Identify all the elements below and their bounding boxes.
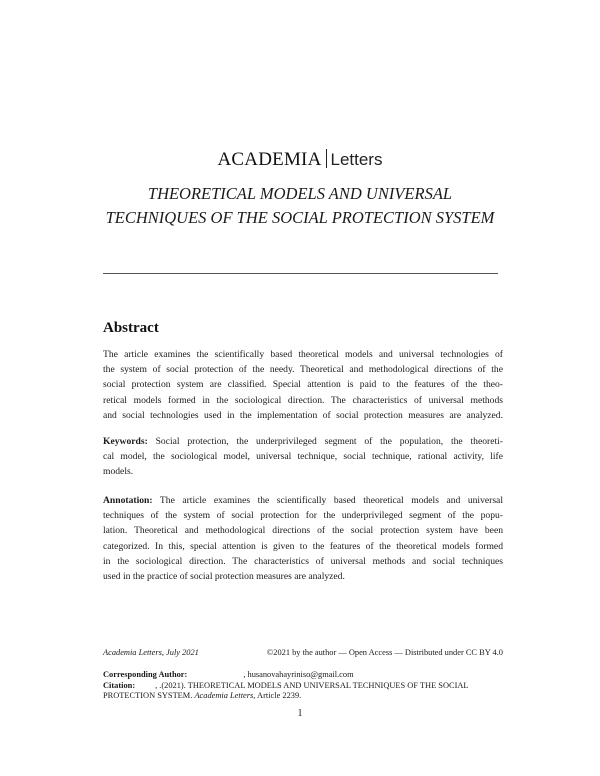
keywords-line: models.	[103, 466, 134, 478]
page-number: 1	[297, 708, 303, 719]
annotation-line: techniques of the system of social protection for the underprivileged segment of the popu-	[103, 510, 503, 522]
title-divider	[103, 273, 498, 274]
abstract-line: and social technologies used in the implementation of social protection measures are analyzed.	[103, 409, 503, 421]
citation-article: Article 2239.	[257, 691, 302, 700]
citation-text: , .(2021). THEORETICAL MODELS AND UNIVERSAL TECHNIQUES OF THE SOCIAL	[155, 680, 469, 690]
annotation-line: lation. Theoretical and methodological directions of the social protection system have been	[103, 525, 503, 537]
citation	[103, 681, 503, 692]
annotation-text: The article examines the scientifically based theoretical models and universal	[159, 495, 503, 506]
footer-journal: Academia Letters, July 2021	[103, 648, 199, 657]
keywords-text: Social protection, the underprivileged segment of the population, the theoreti-	[155, 436, 504, 447]
keywords-line	[103, 434, 503, 449]
brand-name: ACADEMIA	[217, 149, 322, 170]
abstract-line: social protection system are classified. Special attention is paid to the features of the theo-	[103, 379, 503, 391]
annotation-line	[103, 493, 503, 508]
citation-line2: PROTECTION SYSTEM.	[103, 691, 193, 700]
annotation-line: in the sociological direction. The characteristics of universal methods and social techniques	[103, 555, 503, 567]
annotation-label: Annotation:	[103, 495, 153, 506]
article-meta	[103, 670, 503, 702]
title-line-1: THEORETICAL MODELS AND UNIVERSAL	[147, 184, 453, 203]
keywords-section	[103, 434, 503, 480]
footer-license: ©2021 by the author — Open Access — Distributed under CC BY 4.0	[266, 648, 503, 657]
author-label: Corresponding Author:	[103, 670, 188, 679]
keywords-label: Keywords:	[103, 436, 148, 447]
page-footer	[103, 647, 503, 658]
paper-title	[60, 182, 540, 230]
keywords-line: cal model, the sociological model, universal technique, social technique, rational activity, life	[103, 451, 503, 463]
annotation-line: categorized. In this, special attention is given to the features of the theoretical models formed	[103, 540, 503, 552]
abstract-body	[103, 347, 503, 423]
abstract-line: The article examines the scientifically based theoretical models and universal technologies of	[103, 349, 503, 360]
annotation-line: used in the practice of social protection measures are analyzed.	[103, 571, 345, 583]
journal-brand	[0, 148, 600, 172]
brand-separator	[326, 149, 327, 168]
abstract-line: the system of social protection of the needy. Theoretical and methodological directions of the	[103, 364, 503, 376]
title-line-2: TECHNIQUES OF THE SOCIAL PROTECTION SYSTEM	[105, 208, 495, 227]
abstract-line: retical models formed in the sociological direction. The characteristics of universal methods	[103, 394, 503, 406]
corresponding-author	[103, 670, 503, 681]
annotation-section	[103, 493, 503, 584]
author-email: , husanovahayriniso@gmail.com	[243, 670, 354, 679]
citation-label: Citation:	[103, 680, 136, 690]
brand-sub: Letters	[330, 150, 383, 169]
citation-continued	[103, 691, 503, 702]
abstract-heading: Abstract	[103, 320, 159, 336]
citation-journal: Academia Letters,	[194, 691, 256, 700]
